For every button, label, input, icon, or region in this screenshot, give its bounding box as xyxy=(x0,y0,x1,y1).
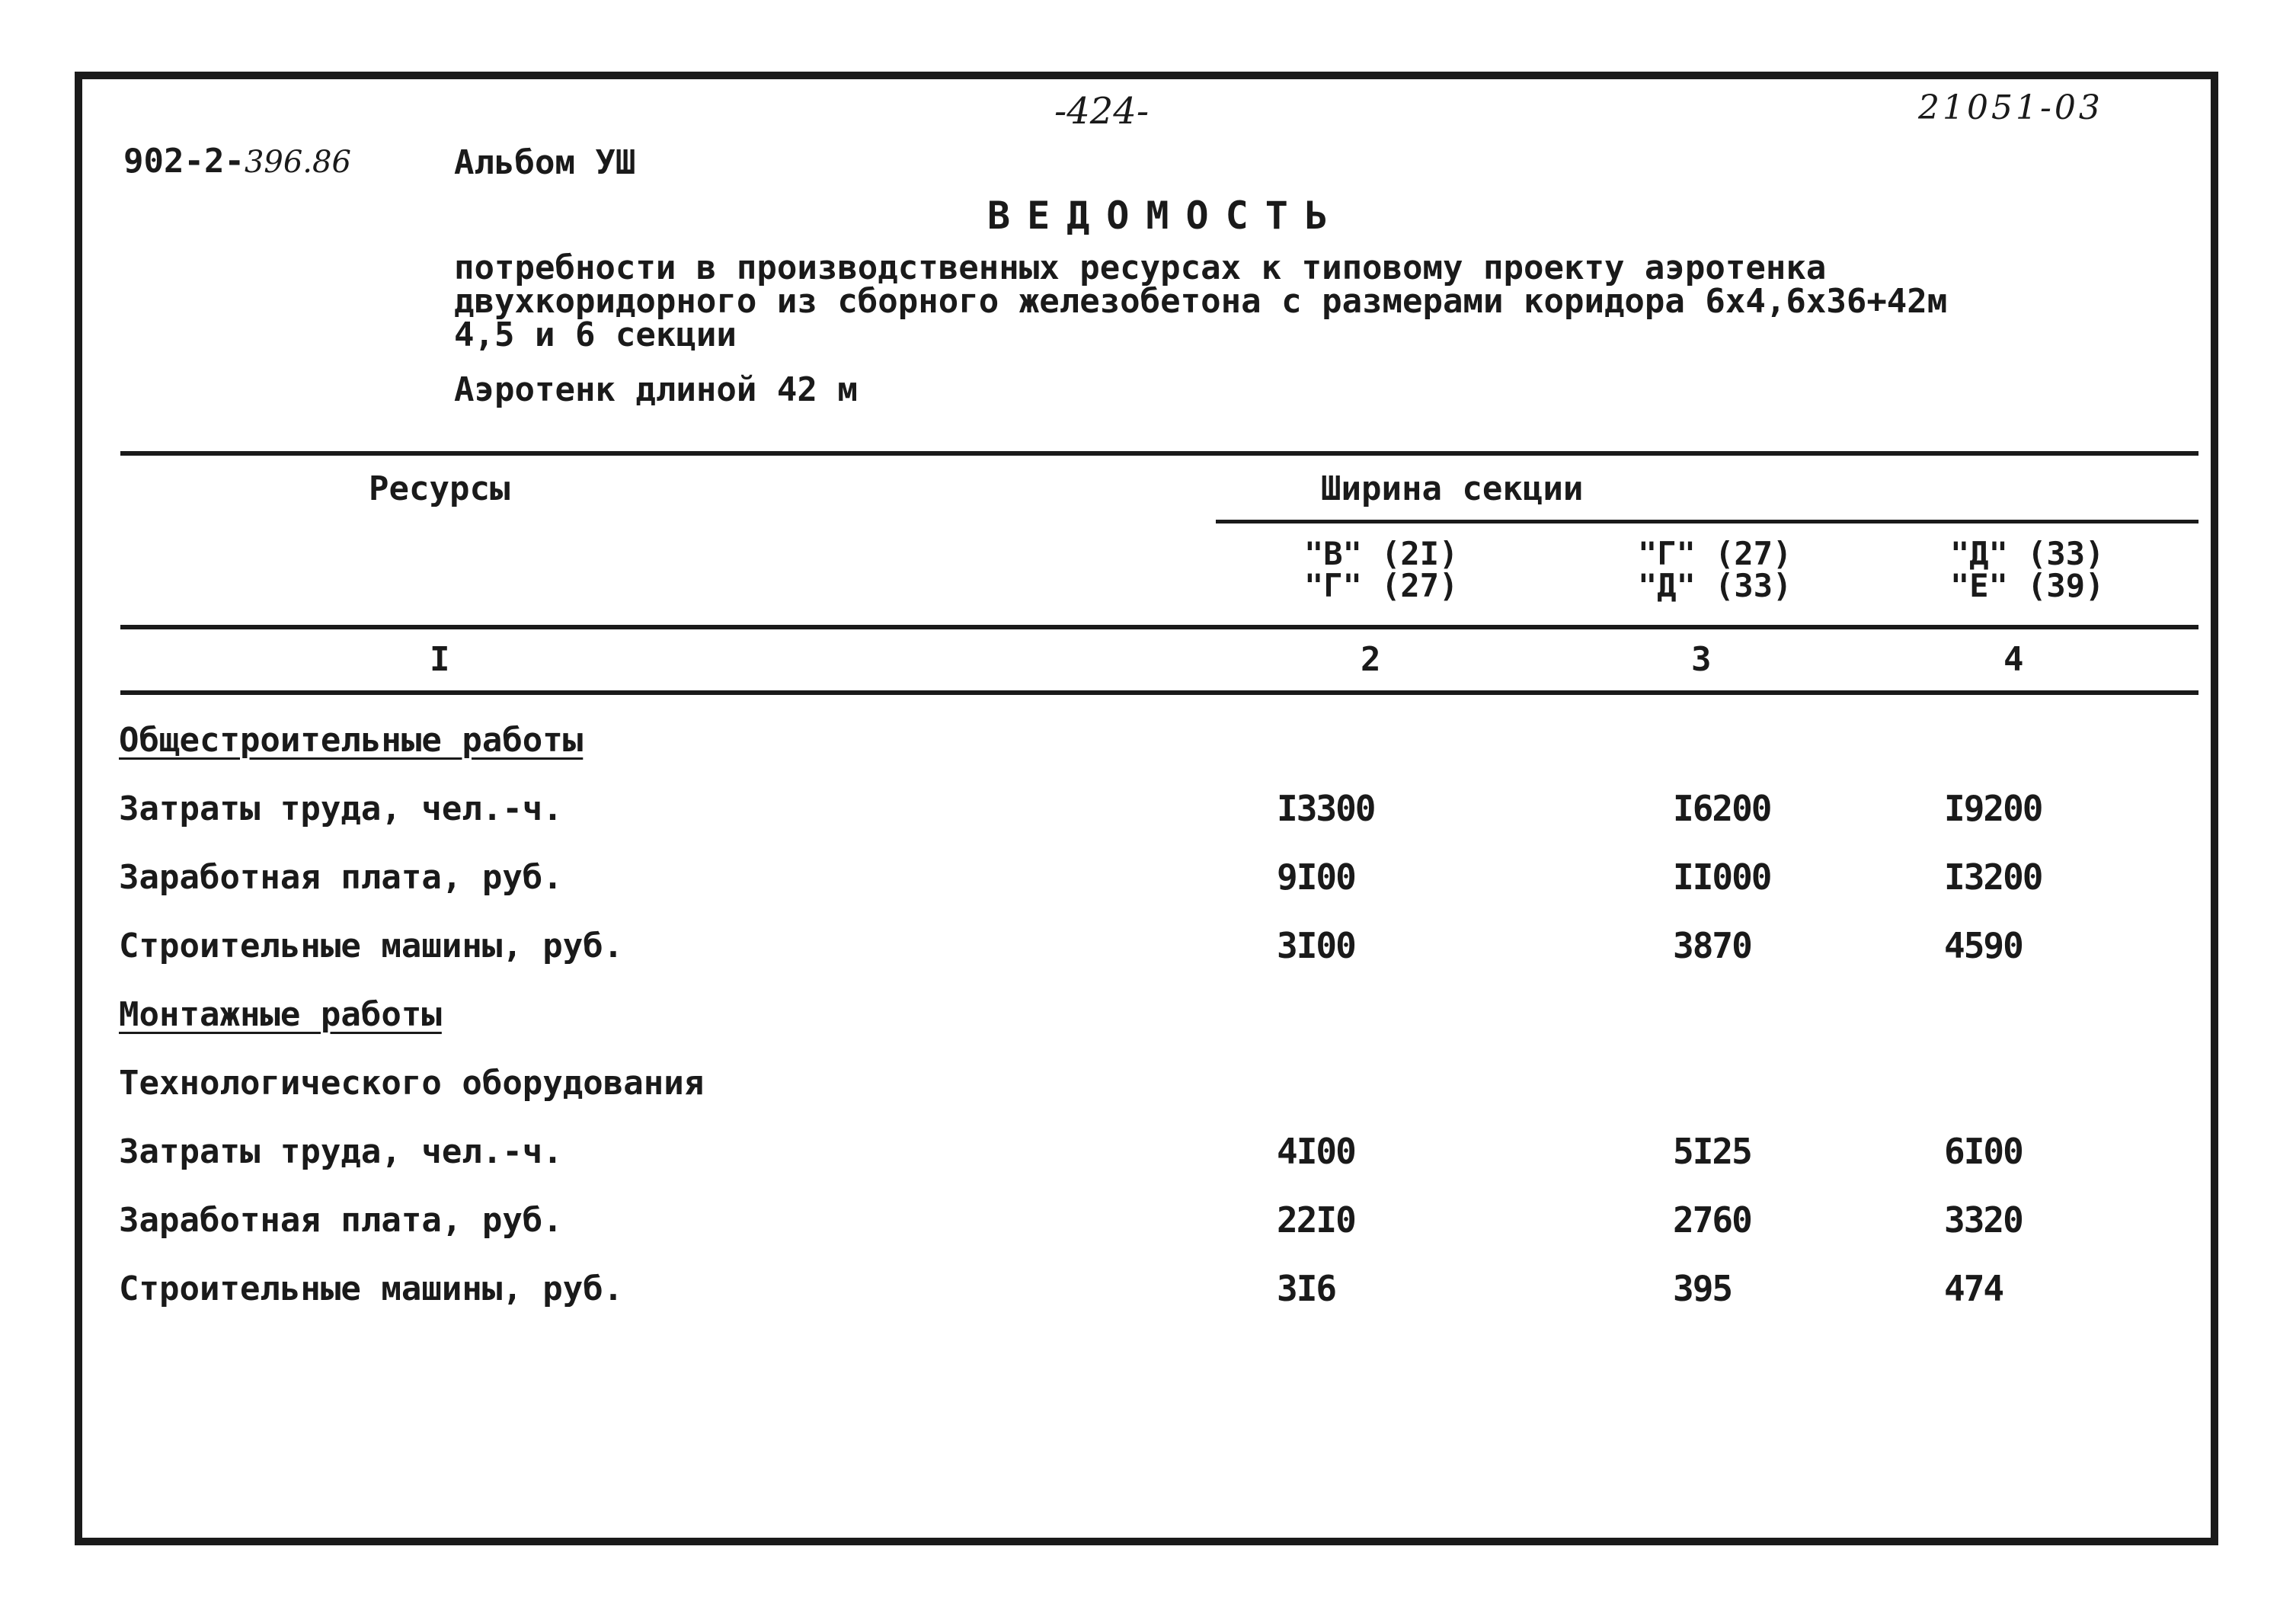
cell-value: I6200 xyxy=(1673,788,1771,829)
cell-value: I3300 xyxy=(1277,788,1375,829)
subheader-line: "Д" (33) xyxy=(1950,535,2105,572)
column-number: 3 xyxy=(1691,640,1712,679)
row-label: Заработная плата, руб. xyxy=(119,858,563,897)
cell-value: 2760 xyxy=(1673,1199,1751,1241)
album-label: Альбом УШ xyxy=(454,143,636,182)
subheader-line: "Г" (27) xyxy=(1638,535,1792,572)
subtitle-line: потребности в производственных ресурсах к типовому проекту аэротенка xyxy=(454,248,1827,287)
cell-value: I9200 xyxy=(1944,788,2042,829)
subheader-line: "Д" (33) xyxy=(1638,567,1792,604)
section-heading: Общестроительные работы xyxy=(119,721,584,760)
document-title: ВЕДОМОСТЬ xyxy=(987,194,1345,238)
series-prefix: 902-2- xyxy=(123,142,245,181)
cell-value: 4I00 xyxy=(1277,1131,1355,1172)
cell-value: 4590 xyxy=(1944,925,2023,966)
subheader-col-4 xyxy=(1950,535,2105,604)
cell-value: 22I0 xyxy=(1277,1199,1355,1241)
row-label: Строительные машины, руб. xyxy=(119,927,624,965)
row-label: Заработная плата, руб. xyxy=(119,1201,563,1240)
cell-value: 3320 xyxy=(1944,1199,2023,1241)
cell-value: 9I00 xyxy=(1277,856,1355,898)
cell-value: 3I6 xyxy=(1277,1268,1336,1309)
document-subtitle xyxy=(454,248,1948,354)
column-number: I xyxy=(430,640,450,679)
column-number: 4 xyxy=(2003,640,2024,679)
cell-value: 5I25 xyxy=(1673,1131,1751,1172)
cell-value: 3I00 xyxy=(1277,925,1355,966)
subheader-line: "Е" (39) xyxy=(1950,567,2105,604)
series-number xyxy=(123,142,351,181)
cell-value: 474 xyxy=(1944,1268,2003,1309)
subheader-col-2 xyxy=(1304,535,1459,604)
table-top-rule xyxy=(120,451,2198,456)
cell-value: 395 xyxy=(1673,1268,1732,1309)
row-label: Затраты труда, чел.-ч. xyxy=(119,789,563,828)
aerotank-caption: Аэротенк длиной 42 м xyxy=(454,370,858,409)
subtitle-line: 4,5 и 6 секции xyxy=(454,315,737,354)
header-resources: Ресурсы xyxy=(369,469,510,508)
row-label: Технологического оборудования xyxy=(119,1064,705,1103)
page-number: -424- xyxy=(1054,90,1150,133)
row-label: Строительные машины, руб. xyxy=(119,1269,624,1308)
column-number: 2 xyxy=(1361,640,1381,679)
section-heading: Монтажные работы xyxy=(119,995,442,1034)
row-label: Затраты труда, чел.-ч. xyxy=(119,1132,563,1171)
series-suffix: 396.86 xyxy=(244,145,351,180)
cell-value: I3200 xyxy=(1944,856,2042,898)
subheader-line: "Г" (27) xyxy=(1304,567,1459,604)
column-numbers-rule xyxy=(120,690,2198,695)
cell-value: 6I00 xyxy=(1944,1131,2023,1172)
header-bottom-rule xyxy=(120,625,2198,629)
cell-value: II000 xyxy=(1673,856,1771,898)
width-header-rule xyxy=(1216,520,2198,523)
cell-value: 3870 xyxy=(1673,925,1751,966)
subtitle-line: двухкоридорного из сборного железобетона с размерами коридора 6х4,6х36+42м xyxy=(454,282,1948,321)
subheader-col-3 xyxy=(1638,535,1792,604)
subheader-line: "В" (2I) xyxy=(1304,535,1459,572)
header-section-width: Ширина секции xyxy=(1321,469,1584,508)
document-code: 21051-03 xyxy=(1918,88,2103,127)
